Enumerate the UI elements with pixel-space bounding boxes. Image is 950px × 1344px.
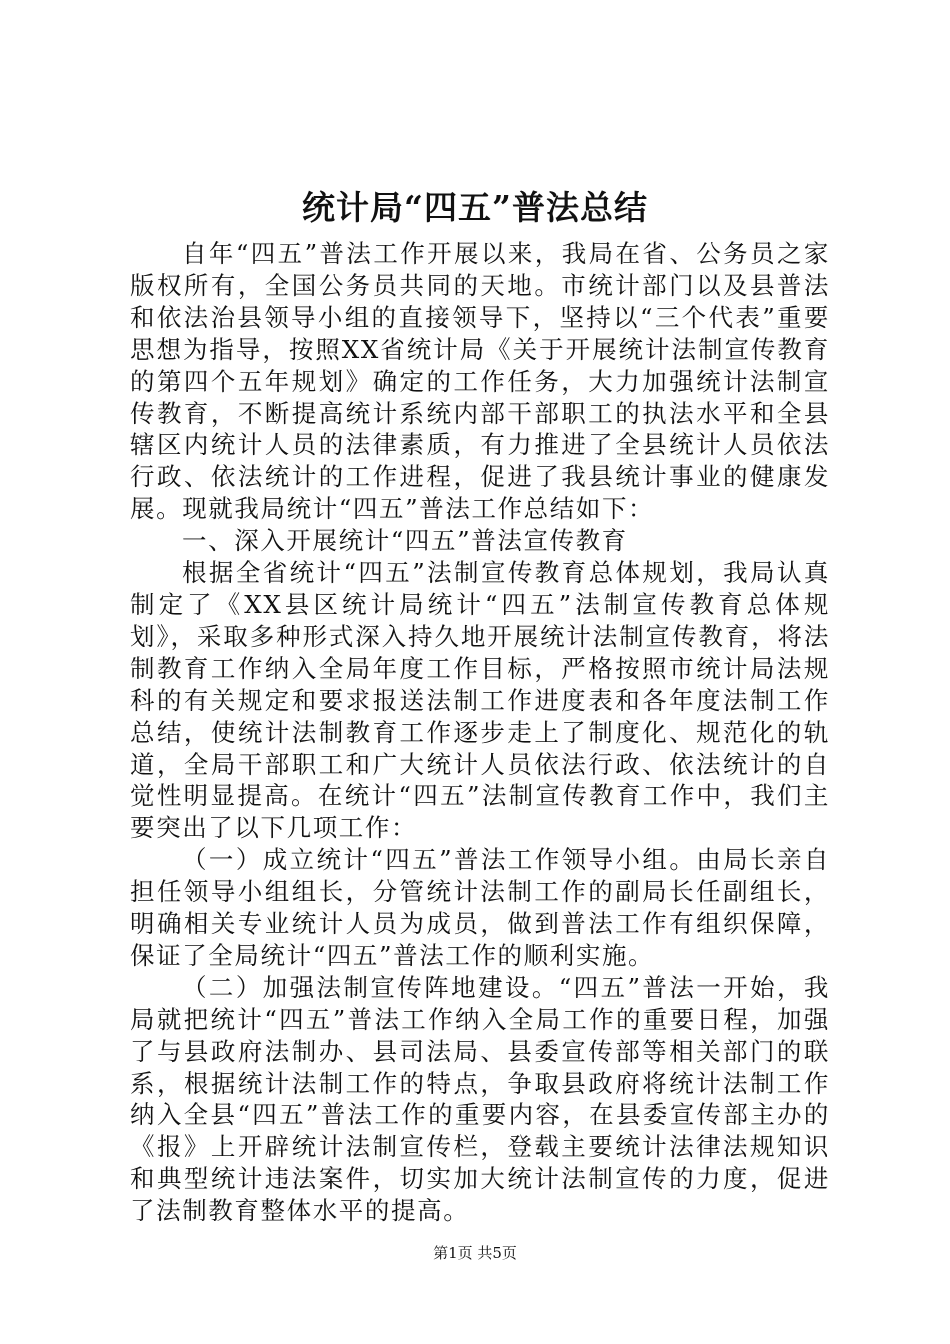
paragraph-item-1: （一）成立统计“四五”普法工作领导小组。由局长亲自担任领导小组组长，分管统计法制工作的副局长任副组长，明确相关专业统计人员为成员，做到普法工作有组织保障，保证了全局统计“四五”普法工作的顺利实施。 (130, 845, 830, 970)
document-body (130, 238, 830, 1227)
page-number-footer: 第1页 共5页 (433, 1244, 517, 1262)
paragraph-intro: 自年“四五”普法工作开展以来，我局在省、公务员之家版权所有，全国公务员共同的天地。市统计部门以及县普法和依法治县领导小组的直接领导下，坚持以“三个代表”重要思想为指导，按照XX省统计局《关于开展统计法制宣传教育的第四个五年规划》确定的工作任务，大力加强统计法制宣传教育，不断提高统计系统内部干部职工的执法水平和全县辖区内统计人员的法律素质，有力推进了全县统计人员依法行政、依法统计的工作进程，促进了我县统计事业的健康发展。现就我局统计“四五”普法工作总结如下： (130, 239, 830, 524)
document-title: 统计局“四五”普法总结 (302, 188, 648, 227)
paragraph-item-2: （二）加强法制宣传阵地建设。“四五”普法一开始，我局就把统计“四五”普法工作纳入全局工作的重要日程，加强了与县政府法制办、县司法局、县委宣传部等相关部门的联系，根据统计法制工作的特点，争取县政府将统计法制工作纳入全县“四五”普法工作的重要内容，在县委宣传部主办的《报》上开辟统计法制宣传栏，登载主要统计法律法规知识和典型统计违法案件，切实加大统计法制宣传的力度，促进了法制教育整体水平的提高。 (130, 972, 830, 1226)
paragraph-section-1: 根据全省统计“四五”法制宣传教育总体规划，我局认真制定了《XX县区统计局统计“四五”法制宣传教育总体规划》，采取多种形式深入持久地开展统计法制宣传教育，将法制教育工作纳入全局年度工作目标，严格按照市统计局法规科的有关规定和要求报送法制工作进度表和各年度法制工作总结，使统计法制教育工作逐步走上了制度化、规范化的轨道，全局干部职工和广大统计人员依法行政、依法统计的自觉性明显提高。在统计“四五”法制宣传教育工作中，我们主要突出了以下几项工作： (130, 558, 830, 843)
section-heading-1: 一、深入开展统计“四五”普法宣传教育 (182, 526, 628, 556)
